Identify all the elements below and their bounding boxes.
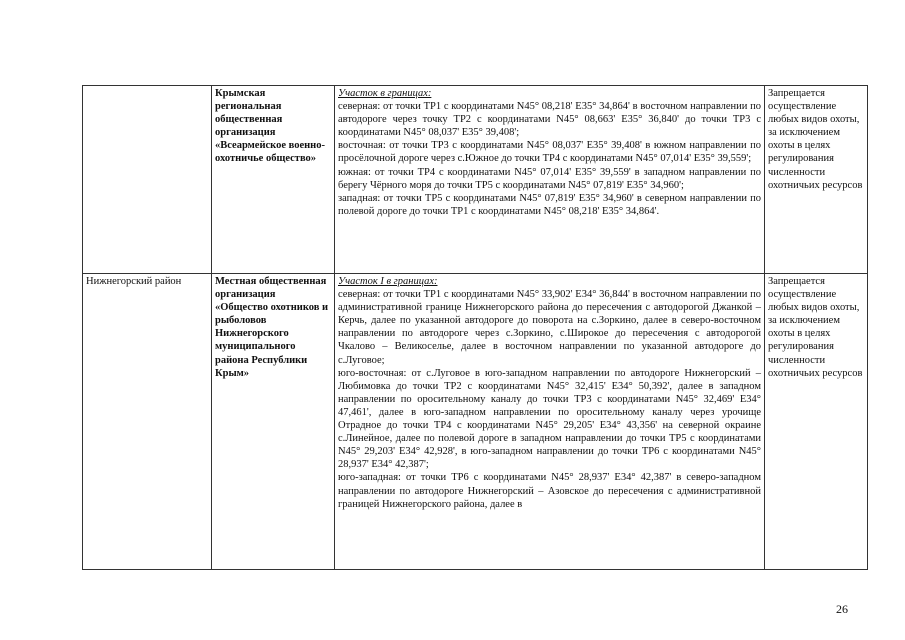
boundary-south-east: юго-восточная: от с.Луговое в юго-западном направлении по автодороге Нижнегорский – Любимовка до точки ТР2 с координатами N45° 32,415' E34° 50,392', далее в западном направлении по оросительному каналу до точки ТР3 с координатами N45° 32,469' E34° 47,461', далее в юго-западном направлении по оросительному каналу через урочище Отрадное до точки ТР4 с координатами N45° 29,205' E34° 43,356' на северной окраине с.Линейное, далее по полевой дороге в западном направлении до точки ТР5 с координатами N45° 29,203' E34° 42,928', в юго-западном направлении до точки ТР6 с координатами N45° 28,937' E34° 42,387'; xyxy=(338,367,761,471)
hunting-grounds-table xyxy=(82,85,868,570)
district-cell: Нижнегорский район xyxy=(83,274,212,570)
boundary-south: южная: от точки ТР4 с координатами N45° 07,014' E35° 39,559' в западном направлении по берегу Чёрного моря до точки ТР5 с координатами N45° 07,819' E35° 34,960'; xyxy=(338,166,761,191)
boundaries-cell xyxy=(335,274,765,570)
boundary-west: западная: от точки ТР5 с координатами N45° 07,819' E35° 34,960' в северном направлении по полевой дороге до точки ТР1 с координатами N45° 08,218' E35° 34,864'. xyxy=(338,192,761,217)
boundaries-cell xyxy=(335,86,765,274)
boundary-south-west: юго-западная: от точки ТР6 с координатами N45° 28,937' E34° 42,387' в северо-западном направлении по автодороге Нижнегорский – Азовское до пересечения с административной границей Нижнегорского района, далее в xyxy=(338,472,761,510)
organization-cell: Крымская региональная общественная организация «Всеармейское военно-охотничье общество» xyxy=(212,86,335,274)
boundary-north: северная: от точки ТР1 с координатами N45° 08,218' E35° 34,864' в восточном направлении по автодороге через точку ТР2 с координатами N45° 08,663' E35° 36,840' до точки ТР3 с координатами N45° 08,037' E35° 39,408'; xyxy=(338,101,761,139)
section-title: Участок в границах: xyxy=(338,88,432,99)
restriction-cell: Запрещается осуществление любых видов охоты, за исключением охоты в целях регулирования численности охотничьих ресурсов xyxy=(765,86,868,274)
district-cell xyxy=(83,86,212,274)
table-row-crimea-vvoo xyxy=(83,86,868,274)
organization-cell: Местная общественная организация «Общество охотников и рыболовов Нижнегорского муниципального района Республики Крым» xyxy=(212,274,335,570)
boundary-east: восточная: от точки ТР3 с координатами N45° 08,037' E35° 39,408' в южном направлении по просёлочной дороге через с.Южное до точки ТР4 с координатами N45° 07,014' E35° 39,559'; xyxy=(338,140,761,165)
page-number: 26 xyxy=(836,602,848,616)
boundary-north: северная: от точки ТР1 с координатами N45° 33,902' E34° 36,844' в восточном направлении по административной границе Нижнегорского района до пересечения с автодорогой Джанкой – Керчь, далее по указанной автодороге до поворота на с.Зоркино, далее в северо-восточном направлении по автодороге через с.Зоркино, с.Широкое до пересечения с автодорогой Чкалово – Великоселье, далее в восточном направлении по указанной автодороге до с.Луговое; xyxy=(338,289,761,366)
table-row-nizhnegorsky xyxy=(83,274,868,570)
section-title: Участок I в границах: xyxy=(338,276,438,287)
restriction-cell: Запрещается осуществление любых видов охоты, за исключением охоты в целях регулирования численности охотничьих ресурсов xyxy=(765,274,868,570)
